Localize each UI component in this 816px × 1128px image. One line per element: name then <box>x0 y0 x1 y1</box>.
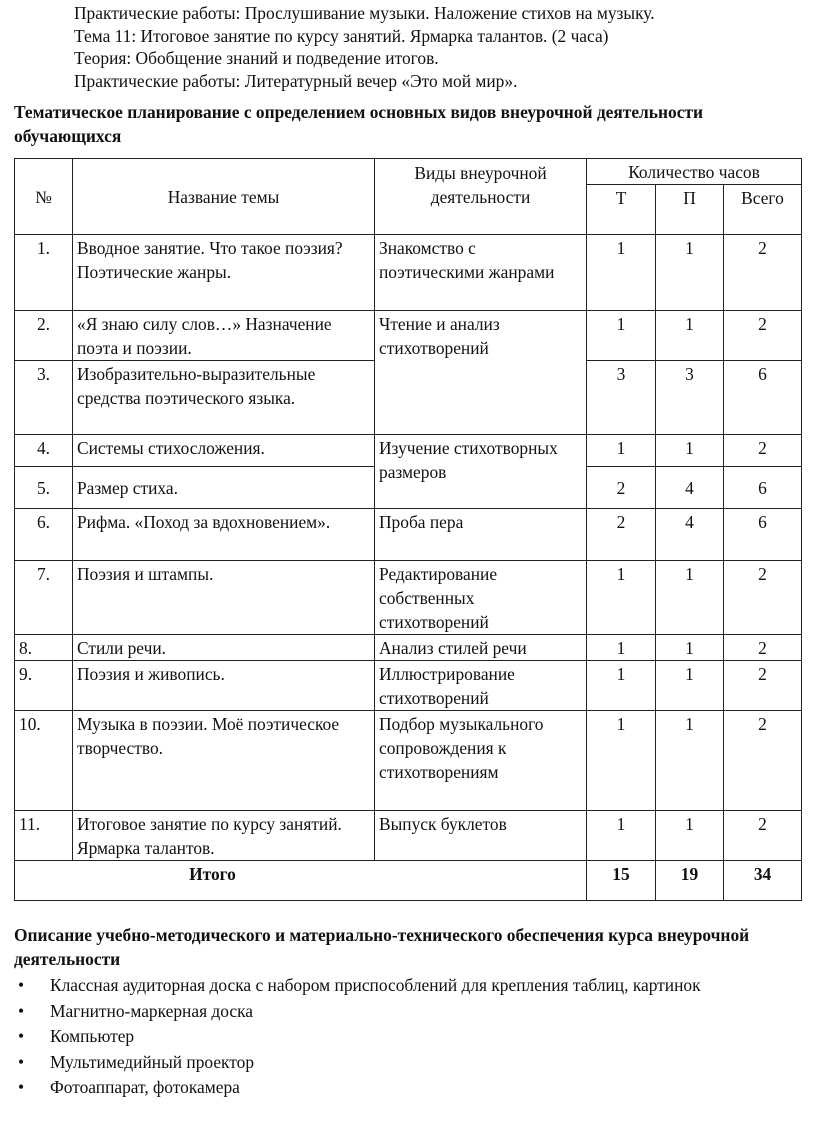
list-item-text: Фотоаппарат, фотокамера <box>50 1077 240 1097</box>
row-practice: 3 <box>656 361 724 435</box>
row-practice: 1 <box>656 311 724 361</box>
row-number: 4. <box>15 435 73 467</box>
row-activity: Анализ стилей речи <box>375 635 587 661</box>
bullet-icon: • <box>18 1077 25 1097</box>
equipment-heading: Описание учебно-методического и материально-технического обеспечения курса внеурочной деятельности <box>14 925 750 969</box>
row-theory: 1 <box>587 435 656 467</box>
row-topic: «Я знаю силу слов…» Назначение поэта и поэзии. <box>73 311 375 361</box>
row-topic: Изобразительно-выразительные средства поэтического языка. <box>73 361 375 435</box>
row-total: 2 <box>724 235 802 311</box>
totals-label: Итого <box>15 861 587 901</box>
table-row <box>15 311 802 361</box>
header-total: Всего <box>724 185 802 235</box>
row-theory: 2 <box>587 467 656 509</box>
row-theory: 3 <box>587 361 656 435</box>
row-activity: Редактирование собственных стихотворений <box>375 561 587 635</box>
row-practice: 1 <box>656 435 724 467</box>
row-practice: 1 <box>656 811 724 861</box>
row-number: 1. <box>15 235 73 311</box>
intro-line: Тема 11: Итоговое занятие по курсу занятий. Ярмарка талантов. (2 часа) <box>74 25 609 46</box>
row-total: 6 <box>724 361 802 435</box>
totals-row <box>15 861 802 901</box>
row-total: 2 <box>724 811 802 861</box>
row-topic: Поэзия и живопись. <box>73 661 375 711</box>
bullet-icon: • <box>18 1000 25 1021</box>
table-row <box>15 661 802 711</box>
list-item <box>14 1000 804 1024</box>
totals-practice: 19 <box>656 861 724 901</box>
intro-line: Практические работы: Прослушивание музыки. Наложение стихов на музыку. <box>74 3 655 23</box>
intro-line: Теория: Обобщение знаний и подведение итогов. <box>74 48 439 69</box>
row-theory: 1 <box>587 711 656 811</box>
row-number: 2. <box>15 311 73 361</box>
row-practice: 1 <box>656 561 724 635</box>
row-practice: 1 <box>656 635 724 661</box>
row-practice: 1 <box>656 711 724 811</box>
header-topic: Название темы <box>73 159 375 235</box>
row-practice: 1 <box>656 661 724 711</box>
row-topic: Вводное занятие. Что такое поэзия? Поэтические жанры. <box>73 235 375 311</box>
row-topic: Системы стихосложения. <box>73 435 375 467</box>
row-activity: Выпуск буклетов <box>375 811 587 861</box>
list-item-text: Классная аудиторная доска с набором приспособлений для крепления таблиц, картинок <box>50 975 701 995</box>
row-activity: Проба пера <box>375 509 587 561</box>
row-topic: Музыка в поэзии. Моё поэтическое творчество. <box>73 711 375 811</box>
row-topic: Поэзия и штампы. <box>73 561 375 635</box>
row-theory: 1 <box>587 661 656 711</box>
row-number: 10. <box>15 711 73 811</box>
row-activity: Чтение и анализ стихотворений <box>375 311 587 435</box>
table-row <box>15 811 802 861</box>
header-theory: Т <box>587 185 656 235</box>
row-total: 2 <box>724 635 802 661</box>
row-number: 7. <box>15 561 73 635</box>
row-total: 6 <box>724 509 802 561</box>
list-item <box>14 1076 804 1100</box>
row-total: 6 <box>724 467 802 509</box>
table-row <box>15 435 802 467</box>
list-item-text: Мультимедийный проектор <box>50 1051 255 1072</box>
bullet-icon: • <box>18 1051 25 1072</box>
row-number: 8. <box>15 635 73 661</box>
row-activity: Знакомство с поэтическими жанрами <box>375 235 587 311</box>
table-row <box>15 509 802 561</box>
row-total: 2 <box>724 435 802 467</box>
totals-theory: 15 <box>587 861 656 901</box>
row-practice: 1 <box>656 235 724 311</box>
row-number: 3. <box>15 361 73 435</box>
thematic-plan-table <box>14 158 802 901</box>
row-total: 2 <box>724 661 802 711</box>
row-total: 2 <box>724 561 802 635</box>
list-item-text: Компьютер <box>50 1026 135 1046</box>
section-heading: Тематическое планирование с определением основных видов внеурочной деятельности обучающихся <box>14 102 703 146</box>
table-row <box>15 635 802 661</box>
row-activity: Изучение стихотворных размеров <box>375 435 587 509</box>
header-hours: Количество часов <box>587 159 802 185</box>
row-number: 9. <box>15 661 73 711</box>
table-row <box>15 235 802 311</box>
table-row <box>15 561 802 635</box>
row-topic: Размер стиха. <box>73 467 375 509</box>
row-total: 2 <box>724 311 802 361</box>
row-topic: Рифма. «Поход за вдохновением». <box>73 509 375 561</box>
row-number: 5. <box>15 467 73 509</box>
row-number: 11. <box>15 811 73 861</box>
list-item-text: Магнитно-маркерная доска <box>50 1000 254 1021</box>
intro-text <box>74 2 804 92</box>
header-number: № <box>15 159 73 235</box>
row-activity: Подбор музыкального сопровождения к стихотворениям <box>375 711 587 811</box>
row-practice: 4 <box>656 509 724 561</box>
row-theory: 1 <box>587 635 656 661</box>
table-row <box>15 711 802 811</box>
header-activity: Виды внеурочной деятельности <box>375 159 587 235</box>
bullet-icon: • <box>18 975 25 995</box>
row-activity: Иллюстрирование стихотворений <box>375 661 587 711</box>
bullet-icon: • <box>18 1026 25 1046</box>
totals-total: 34 <box>724 861 802 901</box>
list-item <box>14 1051 804 1075</box>
row-theory: 1 <box>587 811 656 861</box>
row-theory: 1 <box>587 561 656 635</box>
row-theory: 1 <box>587 311 656 361</box>
row-theory: 2 <box>587 509 656 561</box>
row-topic: Итоговое занятие по курсу занятий. Ярмарка талантов. <box>73 811 375 861</box>
header-practice: П <box>656 185 724 235</box>
list-item <box>14 974 804 998</box>
intro-line: Практические работы: Литературный вечер «Это мой мир». <box>74 70 518 91</box>
row-theory: 1 <box>587 235 656 311</box>
row-topic: Стили речи. <box>73 635 375 661</box>
list-item <box>14 1025 804 1049</box>
equipment-list <box>14 974 804 1102</box>
row-practice: 4 <box>656 467 724 509</box>
row-number: 6. <box>15 509 73 561</box>
row-total: 2 <box>724 711 802 811</box>
